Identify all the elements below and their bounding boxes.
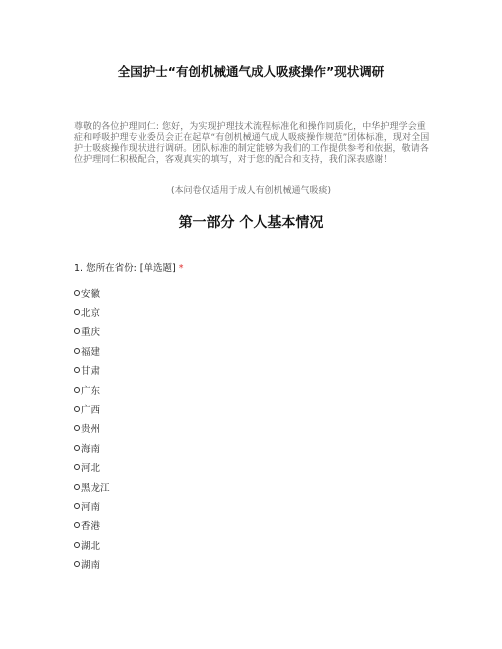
option-beijing[interactable] (74, 302, 110, 321)
question-1-options (74, 283, 110, 574)
option-heilongjiang[interactable] (74, 477, 110, 496)
option-hebei[interactable] (74, 458, 110, 477)
option-hubei[interactable] (74, 535, 110, 554)
option-label: 重庆 (81, 327, 101, 339)
option-guizhou[interactable] (74, 419, 110, 438)
option-label: 湖南 (81, 560, 101, 572)
option-hainan[interactable] (74, 438, 110, 457)
radio-icon[interactable] (74, 309, 80, 315)
radio-icon[interactable] (74, 561, 80, 567)
option-label: 海南 (81, 443, 101, 455)
radio-icon[interactable] (74, 290, 80, 296)
scope-note: (本问卷仅适用于成人有创机械通气吸痰) (170, 186, 332, 196)
option-label: 黑龙江 (81, 482, 110, 494)
intro-paragraph: 尊敬的各位护理同仁: 您好，为实现护理技术流程标准化和操作同质化，中华护理学会重症和呼吸护理专业委员会正在起草“有创机械通气成人吸痰操作规范”团体标准，现对全国护士吸痰操作现状进行调研。团队标准的制定能够为我们的工作提供参考和依据，敬请各位护理同仁积极配合，客观真实的填写，对于您的配合和支持，我们深表感谢！ (74, 122, 430, 165)
option-label: 甘肃 (81, 366, 101, 378)
option-fujian[interactable] (74, 341, 110, 360)
radio-icon[interactable] (74, 503, 80, 509)
required-mark: * (178, 263, 184, 274)
option-label: 安徽 (81, 288, 101, 300)
option-label: 福建 (81, 346, 101, 358)
section-title: 第一部分 个人基本情况 (178, 215, 324, 231)
option-label: 北京 (81, 308, 101, 320)
question-1 (74, 260, 184, 274)
option-anhui[interactable] (74, 283, 110, 302)
option-guangdong[interactable] (74, 380, 110, 399)
radio-icon[interactable] (74, 445, 80, 451)
option-label: 湖北 (81, 540, 101, 552)
radio-icon[interactable] (74, 522, 80, 528)
option-hunan[interactable] (74, 554, 110, 573)
option-label: 河北 (81, 463, 101, 475)
radio-icon[interactable] (74, 464, 80, 470)
radio-icon[interactable] (74, 425, 80, 431)
option-gansu[interactable] (74, 361, 110, 380)
radio-icon[interactable] (74, 387, 80, 393)
radio-icon[interactable] (74, 348, 80, 354)
document-title: 全国护士“有创机械通气成人吸痰操作”现状调研 (117, 64, 385, 79)
option-xianggang[interactable] (74, 516, 110, 535)
radio-icon[interactable] (74, 542, 80, 548)
option-chongqing[interactable] (74, 322, 110, 341)
option-label: 贵州 (81, 424, 101, 436)
option-label: 河南 (81, 501, 101, 513)
radio-icon[interactable] (74, 406, 80, 412)
radio-icon[interactable] (74, 484, 80, 490)
option-label: 香港 (81, 521, 101, 533)
option-label: 广东 (81, 385, 101, 397)
option-henan[interactable] (74, 496, 110, 515)
option-label: 广西 (81, 405, 101, 417)
radio-icon[interactable] (74, 328, 80, 334)
radio-icon[interactable] (74, 367, 80, 373)
question-1-text: 1. 您所在省份: [单选题] (74, 263, 176, 274)
option-guangxi[interactable] (74, 399, 110, 418)
